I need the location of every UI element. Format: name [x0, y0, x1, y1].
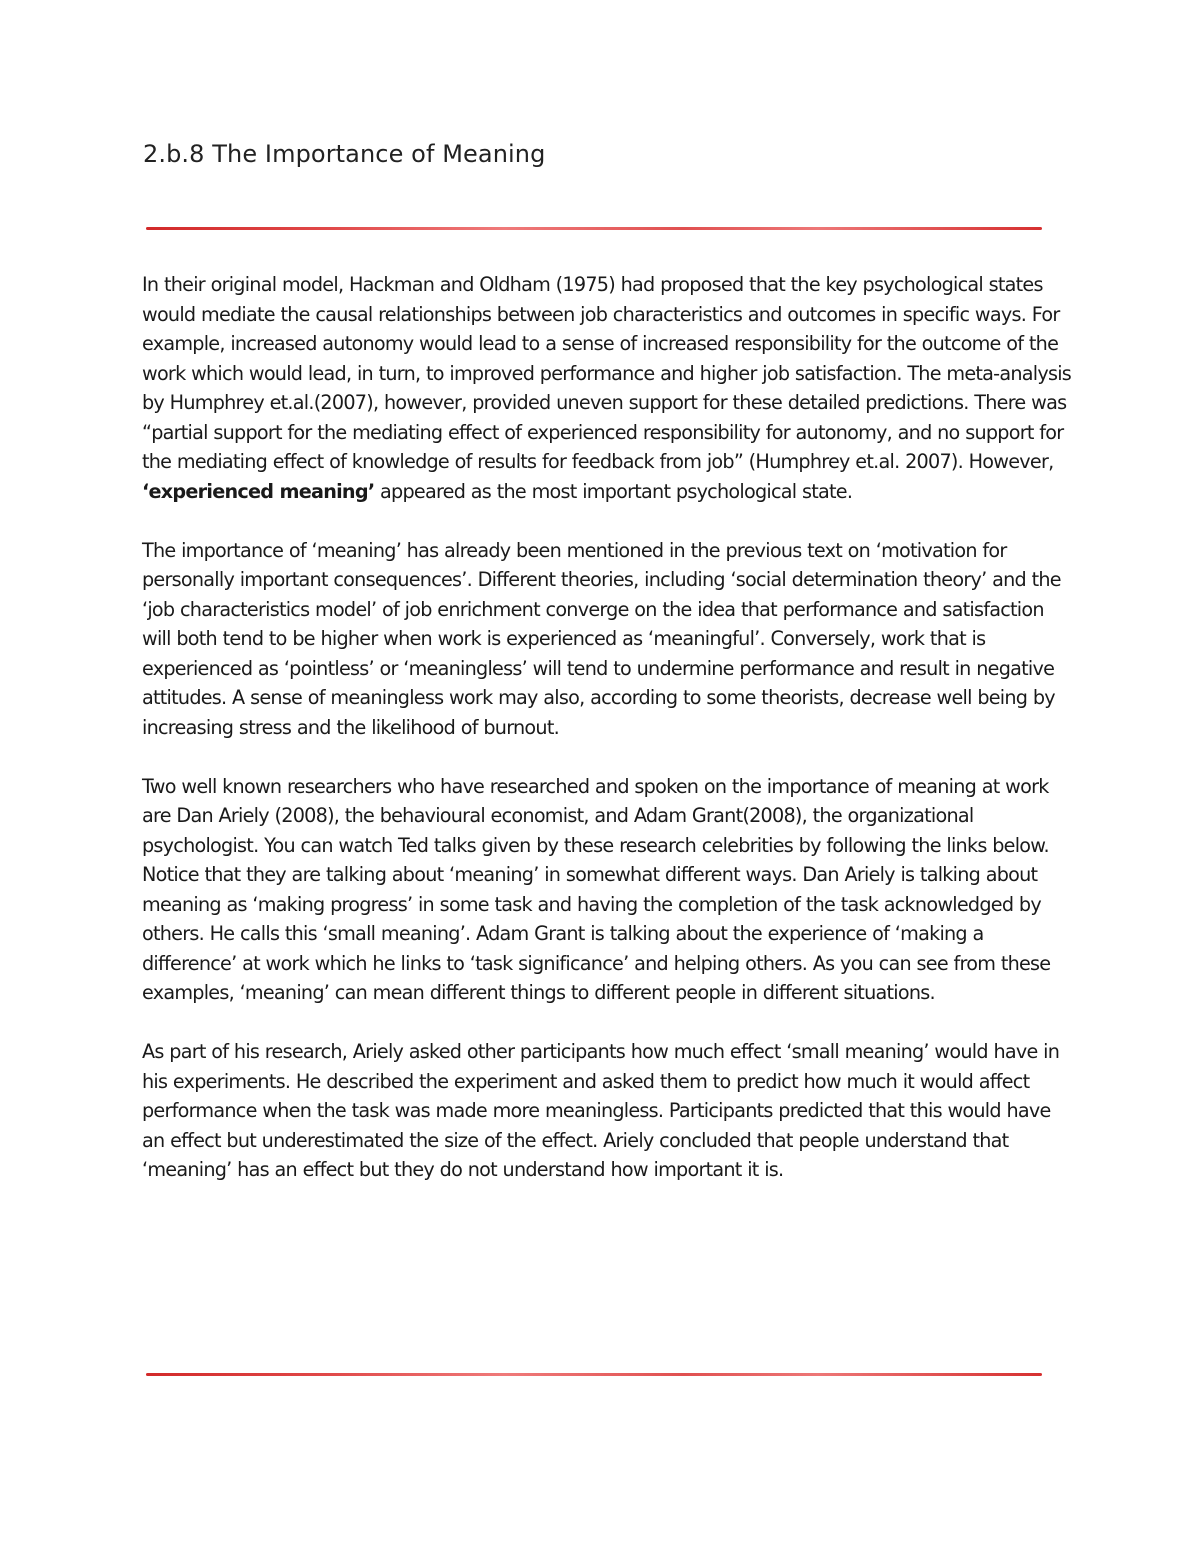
paragraph-1-emphasis: ‘experienced meaning’	[142, 479, 375, 503]
top-divider	[146, 227, 1042, 230]
paragraph-1-text-start: In their original model, Hackman and Oldham (1975) had proposed that the key psychological states would mediate the causal relationships between job characteristics and outcomes in specific ways. For example, increased autonomy would lead to a sense of increased responsibility for the outcome of the work which would lead, in turn, to improved performance and higher job satisfaction. The meta-analysis by Humphrey et.al.(2007), however, provided uneven support for these detailed predictions. There was “partial support for the mediating effect of experienced responsibility for autonomy, and no support for the mediating effect of knowledge of results for feedback from job” (Humphrey et.al. 2007). However,	[142, 273, 1072, 473]
paragraph-4: As part of his research, Ariely asked other participants how much effect ‘small meaning’ would have in his experiments. He described the experiment and asked them to predict how much it would affect performance when the task was made more meaningless. Participants predicted that this would have an effect but underestimated the size of the effect. Ariely concluded that people understand that ‘meaning’ has an effect but they do not understand how important it is.	[142, 1040, 1060, 1181]
bottom-divider	[146, 1373, 1042, 1376]
paragraph-3: Two well known researchers who have researched and spoken on the importance of meaning at work are Dan Ariely (2008), the behavioural economist, and Adam Grant(2008), the organizational psychologist. You can watch Ted talks given by these research celebrities by following the links below. Notice that they are talking about ‘meaning’ in somewhat different ways. Dan Ariely is talking about meaning as ‘making progress’ in some task and having the completion of the task acknowledged by others. He calls this ‘small meaning’. Adam Grant is talking about the experience of ‘making a difference’ at work which he links to ‘task significance’ and helping others. As you can see from these examples, ‘meaning’ can mean different things to different people in different situations.	[142, 774, 1051, 1004]
paragraph-2: The importance of ‘meaning’ has already been mentioned in the previous text on ‘motivation for personally important consequences’. Different theories, including ‘social determination theory’ and the ‘job characteristics model’ of job enrichment converge on the idea that performance and satisfaction will both tend to be higher when work is experienced as ‘meaningful’. Conversely, work that is experienced as ‘pointless’ or ‘meaningless’ will tend to undermine performance and result in negative attitudes. A sense of meaningless work may also, according to some theorists, decrease well being by increasing stress and the likelihood of burnout.	[142, 538, 1061, 739]
paragraph-1	[142, 270, 1072, 506]
paragraph-1-text-end: appeared as the most important psychological state.	[374, 479, 853, 503]
body-text	[142, 270, 1072, 1185]
page-title: 2.b.8 The Importance of Meaning	[143, 140, 546, 168]
